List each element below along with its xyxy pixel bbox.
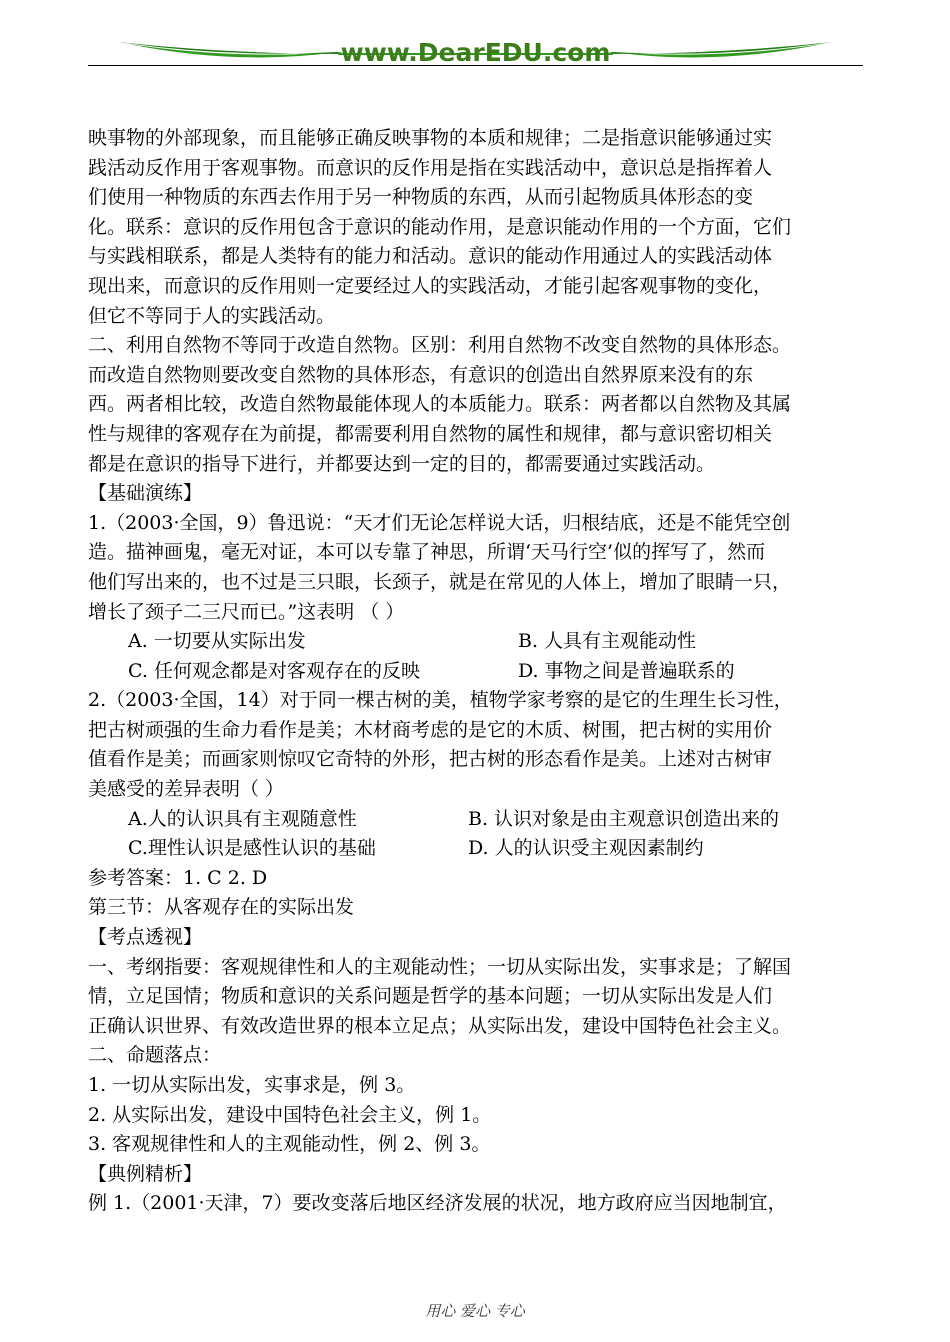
question-2-text: 把古树顽强的生命力看作是美；木材商考虑的是它的木质、树围，把古树的实用价 xyxy=(88,718,773,741)
list-item: 2. 从实际出发，建设中国特色社会主义，例 1。 xyxy=(88,1103,492,1126)
option-b: B. 人具有主观能动性 xyxy=(518,630,697,653)
question-2-text: 美感受的差异表明（ ） xyxy=(88,778,285,801)
question-1-text: 他们写出来的，也不过是三只眼，长颈子，就是在常见的人体上，增加了眼睛一只， xyxy=(88,570,792,593)
text-line: 西。两者相比较，改造自然物最能体现人的本质能力。联系：两者都以自然物及其属 xyxy=(88,393,792,416)
text-line: 性与规律的客观存在为前提，都需要利用自然物的属性和规律，都与意识密切相关 xyxy=(88,422,773,445)
list-item: 1. 一切从实际出发，实事求是，例 3。 xyxy=(88,1074,416,1096)
option-d: D. 人的认识受主观因素制约 xyxy=(468,837,704,860)
answer-key: 参考答案：1. C 2. D xyxy=(88,866,268,889)
text-line: 二、命题落点： xyxy=(88,1044,222,1067)
text-line: 例 1.（2001·天津，7）要改变落后地区经济发展的状况，地方政府应当因地制宜， xyxy=(88,1192,787,1215)
text-line: 映事物的外部现象，而且能够正确反映事物的本质和规律；二是指意识能够通过实 xyxy=(88,127,773,149)
question-2-options-row xyxy=(88,805,868,835)
option-b: B. 认识对象是由主观意识创造出来的 xyxy=(468,807,780,830)
question-2-options-row xyxy=(88,834,868,864)
header-divider xyxy=(88,65,863,66)
text-line: 践活动反作用于客观事物。而意识的反作用是指在实践活动中，意识总是指挥着人 xyxy=(88,156,773,179)
option-a: A. 一切要从实际出发 xyxy=(128,630,306,653)
section-title: 第三节：从客观存在的实际出发 xyxy=(88,896,355,919)
option-c: C.理性认识是感性认识的基础 xyxy=(128,837,376,860)
text-line: 们使用一种物质的东西去作用于另一种物质的东西，从而引起物质具体形态的变 xyxy=(88,186,754,209)
question-1-text: 造。描神画鬼，毫无对证，本可以专靠了神思，所谓‘天马行空’似的挥写了，然而 xyxy=(88,541,766,564)
page-footer: 用心 爱心 专心 xyxy=(425,1302,525,1320)
question-1-text: 1.（2003·全国，9）鲁迅说：“天才们无论怎样说大话，归根结底，还是不能凭空创 xyxy=(88,511,791,534)
option-d: D. 事物之间是普遍联系的 xyxy=(518,659,735,682)
list-item: 3. 客观规律性和人的主观能动性，例 2、例 3。 xyxy=(88,1133,491,1156)
site-logo-text: www.DearEDU.com xyxy=(340,38,611,67)
site-header xyxy=(88,30,863,75)
text-line: 二、利用自然物不等同于改造自然物。区别：利用自然物不改变自然物的具体形态。 xyxy=(88,334,792,357)
text-line: 而改造自然物则要改变自然物的具体形态，有意识的创造出自然界原来没有的东 xyxy=(88,363,754,386)
text-line: 情，立足国情；物质和意识的关系问题是哲学的基本问题；一切从实际出发是人们 xyxy=(88,985,773,1008)
question-1-text: 增长了颈子二三尺而已。”这表明 （ ） xyxy=(88,600,405,623)
section-heading: 【考点透视】 xyxy=(88,926,203,949)
option-c: C. 任何观念都是对客观存在的反映 xyxy=(128,659,420,682)
question-2-text: 2.（2003·全国，14）对于同一棵古树的美，植物学家考察的是它的生理生长习性， xyxy=(88,689,793,712)
section-heading: 【基础演练】 xyxy=(88,482,203,505)
question-2-text: 值看作是美；而画家则惊叹它奇特的外形，把古树的形态看作是美。上述对古树审 xyxy=(88,748,773,771)
text-line: 现出来，而意识的反作用则一定要经过人的实践活动，才能引起客观事物的变化， xyxy=(88,274,773,297)
text-line: 但它不等同于人的实践活动。 xyxy=(88,304,336,327)
text-line: 正确认识世界、有效改造世界的根本立足点；从实际出发，建设中国特色社会主义。 xyxy=(88,1014,792,1037)
text-line: 一、考纲指要：客观规律性和人的主观能动性；一切从实际出发，实事求是；了解国 xyxy=(88,955,792,978)
question-1-options-row xyxy=(88,627,868,657)
text-line: 化。联系：意识的反作用包含于意识的能动作用，是意识能动作用的一个方面，它们 xyxy=(88,215,792,238)
document-body xyxy=(88,124,868,1219)
section-heading: 【典例精析】 xyxy=(88,1162,203,1185)
option-a: A.人的认识具有主观随意性 xyxy=(128,807,357,830)
text-line: 都是在意识的指导下进行，并都要达到一定的目的，都需要通过实践活动。 xyxy=(88,452,716,475)
question-1-options-row xyxy=(88,657,868,687)
text-line: 与实践相联系，都是人类特有的能力和活动。意识的能动作用通过人的实践活动体 xyxy=(88,245,773,268)
